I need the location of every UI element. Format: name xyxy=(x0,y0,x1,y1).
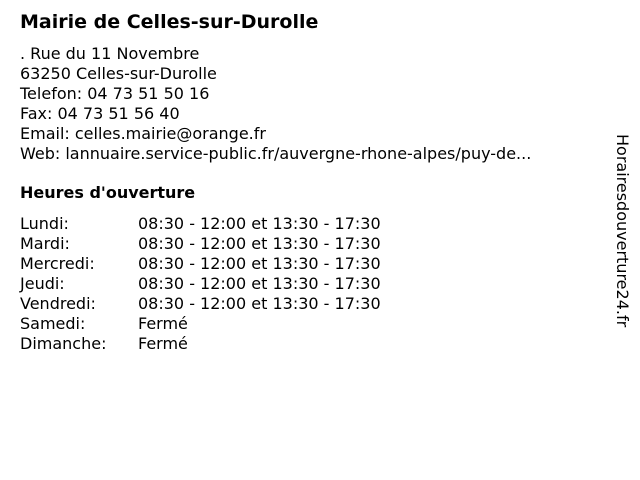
site-watermark: Horairesdouverture24.fr xyxy=(613,134,632,328)
day-label: Vendredi: xyxy=(20,294,96,313)
email-address: Email: celles.mairie@orange.fr xyxy=(20,124,266,143)
time-value: Fermé xyxy=(138,334,188,353)
website-url: Web: lannuaire.service-public.fr/auvergne-rhone-alpes/puy-de... xyxy=(20,144,532,163)
time-value: Fermé xyxy=(138,314,188,333)
time-value: 08:30 - 12:00 et 13:30 - 17:30 xyxy=(138,214,381,233)
hours-heading: Heures d'ouverture xyxy=(20,183,196,202)
time-value: 08:30 - 12:00 et 13:30 - 17:30 xyxy=(138,254,381,273)
day-label: Dimanche: xyxy=(20,334,107,353)
day-label: Mardi: xyxy=(20,234,70,253)
day-label: Mercredi: xyxy=(20,254,95,273)
day-label: Samedi: xyxy=(20,314,86,333)
page-title: Mairie de Celles-sur-Durolle xyxy=(20,11,319,33)
time-value: 08:30 - 12:00 et 13:30 - 17:30 xyxy=(138,274,381,293)
address-street: . Rue du 11 Novembre xyxy=(20,44,200,63)
day-label: Jeudi: xyxy=(20,274,65,293)
address-city: 63250 Celles-sur-Durolle xyxy=(20,64,217,83)
day-label: Lundi: xyxy=(20,214,69,233)
time-value: 08:30 - 12:00 et 13:30 - 17:30 xyxy=(138,234,381,253)
time-value: 08:30 - 12:00 et 13:30 - 17:30 xyxy=(138,294,381,313)
fax-number: Fax: 04 73 51 56 40 xyxy=(20,104,180,123)
phone-number: Telefon: 04 73 51 50 16 xyxy=(20,84,210,103)
contact-info xyxy=(20,44,531,164)
